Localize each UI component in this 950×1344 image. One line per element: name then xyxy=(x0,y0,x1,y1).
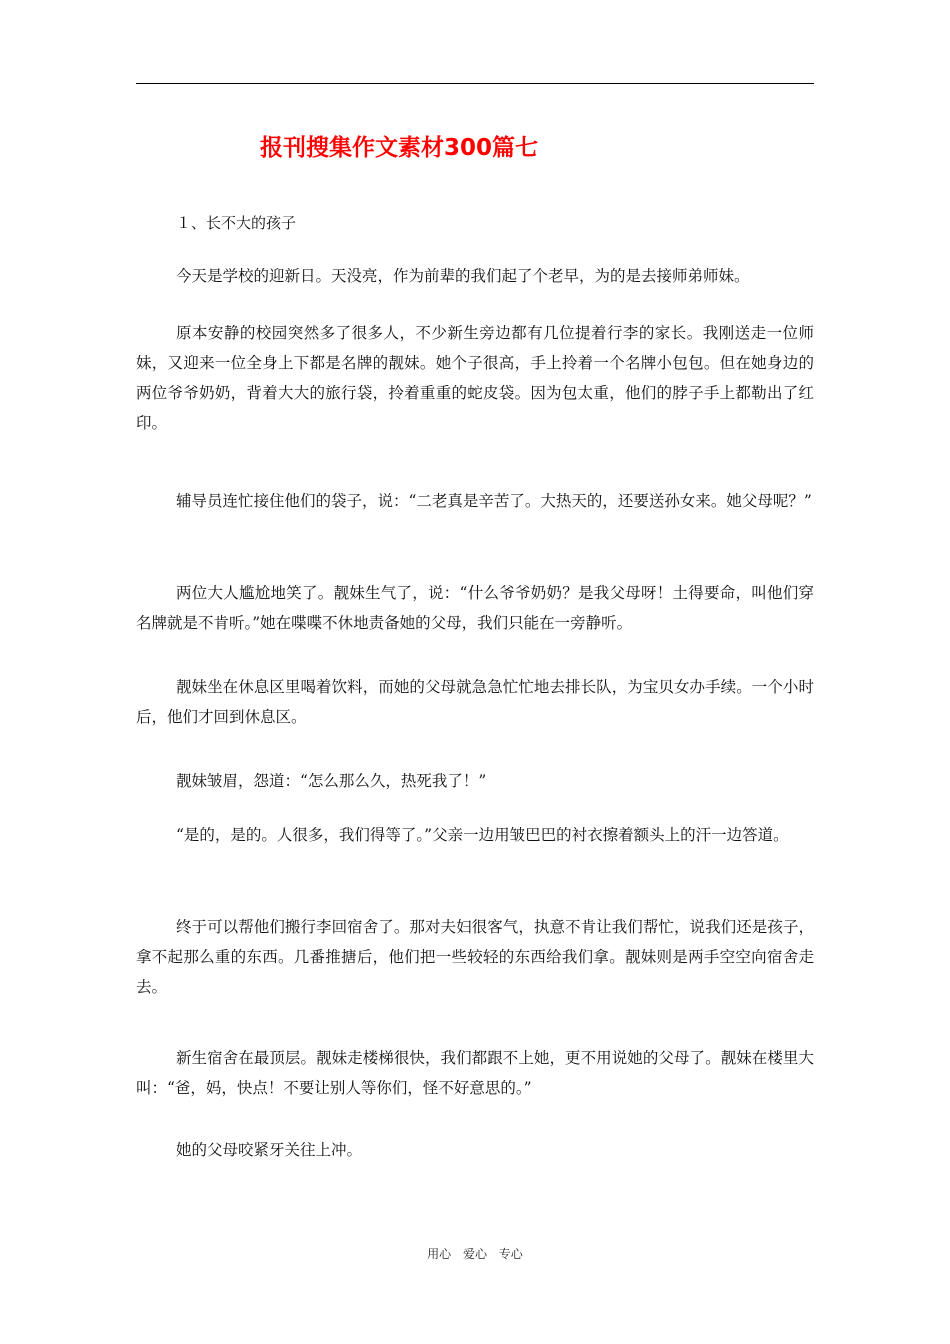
paragraph-7: “是的，是的。人很多，我们得等了。”父亲一边用皱巴巴的衬衣擦着额头上的汗一边答道。 xyxy=(176,826,789,844)
paragraph-2: 原本安静的校园突然多了很多人，不少新生旁边都有几位提着行李的家长。我刚送走一位师妹，又迎来一位全身上下都是名牌的靓妹。她个子很高，手上拎着一个名牌小包包。但在她身边的两位爷爷奶奶，背着大大的旅行袋，拎着重重的蛇皮袋。因为包太重，他们的脖子手上都勒出了红印。 xyxy=(136,324,814,432)
header-rule xyxy=(136,83,814,84)
paragraph-4: 两位大人尴尬地笑了。靓妹生气了，说：“什么爷爷奶奶？是我父母呀！土得要命，叫他们穿名牌就是不肯听。”她在喋喋不休地责备她的父母，我们只能在一旁静听。 xyxy=(136,584,814,632)
paragraph-6: 靓妹皱眉，怨道：“怎么那么久，热死我了！” xyxy=(176,772,487,790)
page-footer: 用心 爱心 专心 xyxy=(427,1247,523,1261)
paragraph-5: 靓妹坐在休息区里喝着饮料，而她的父母就急急忙忙地去排长队，为宝贝女办手续。一个小时后，他们才回到休息区。 xyxy=(136,678,814,726)
paragraph-10: 她的父母咬紧牙关往上冲。 xyxy=(176,1141,363,1159)
paragraph-8: 终于可以帮他们搬行李回宿舍了。那对夫妇很客气，执意不肯让我们帮忙，说我们还是孩子，拿不起那么重的东西。几番推搪后，他们把一些较轻的东西给我们拿。靓妹则是两手空空向宿舍走去。 xyxy=(136,918,814,996)
section-heading: １、长不大的孩子 xyxy=(176,214,297,232)
paragraph-1: 今天是学校的迎新日。天没亮，作为前辈的我们起了个老早，为的是去接师弟师妹。 xyxy=(176,267,750,285)
document-title: 报刊搜集作文素材300篇七 xyxy=(260,135,539,161)
paragraph-3: 辅导员连忙接住他们的袋子，说：“二老真是辛苦了。大热天的，还要送孙女来。她父母呢？” xyxy=(176,492,812,510)
paragraph-9: 新生宿舍在最顶层。靓妹走楼梯很快，我们都跟不上她，更不用说她的父母了。靓妹在楼里大叫：“爸，妈，快点！不要让别人等你们，怪不好意思的。” xyxy=(136,1049,814,1097)
